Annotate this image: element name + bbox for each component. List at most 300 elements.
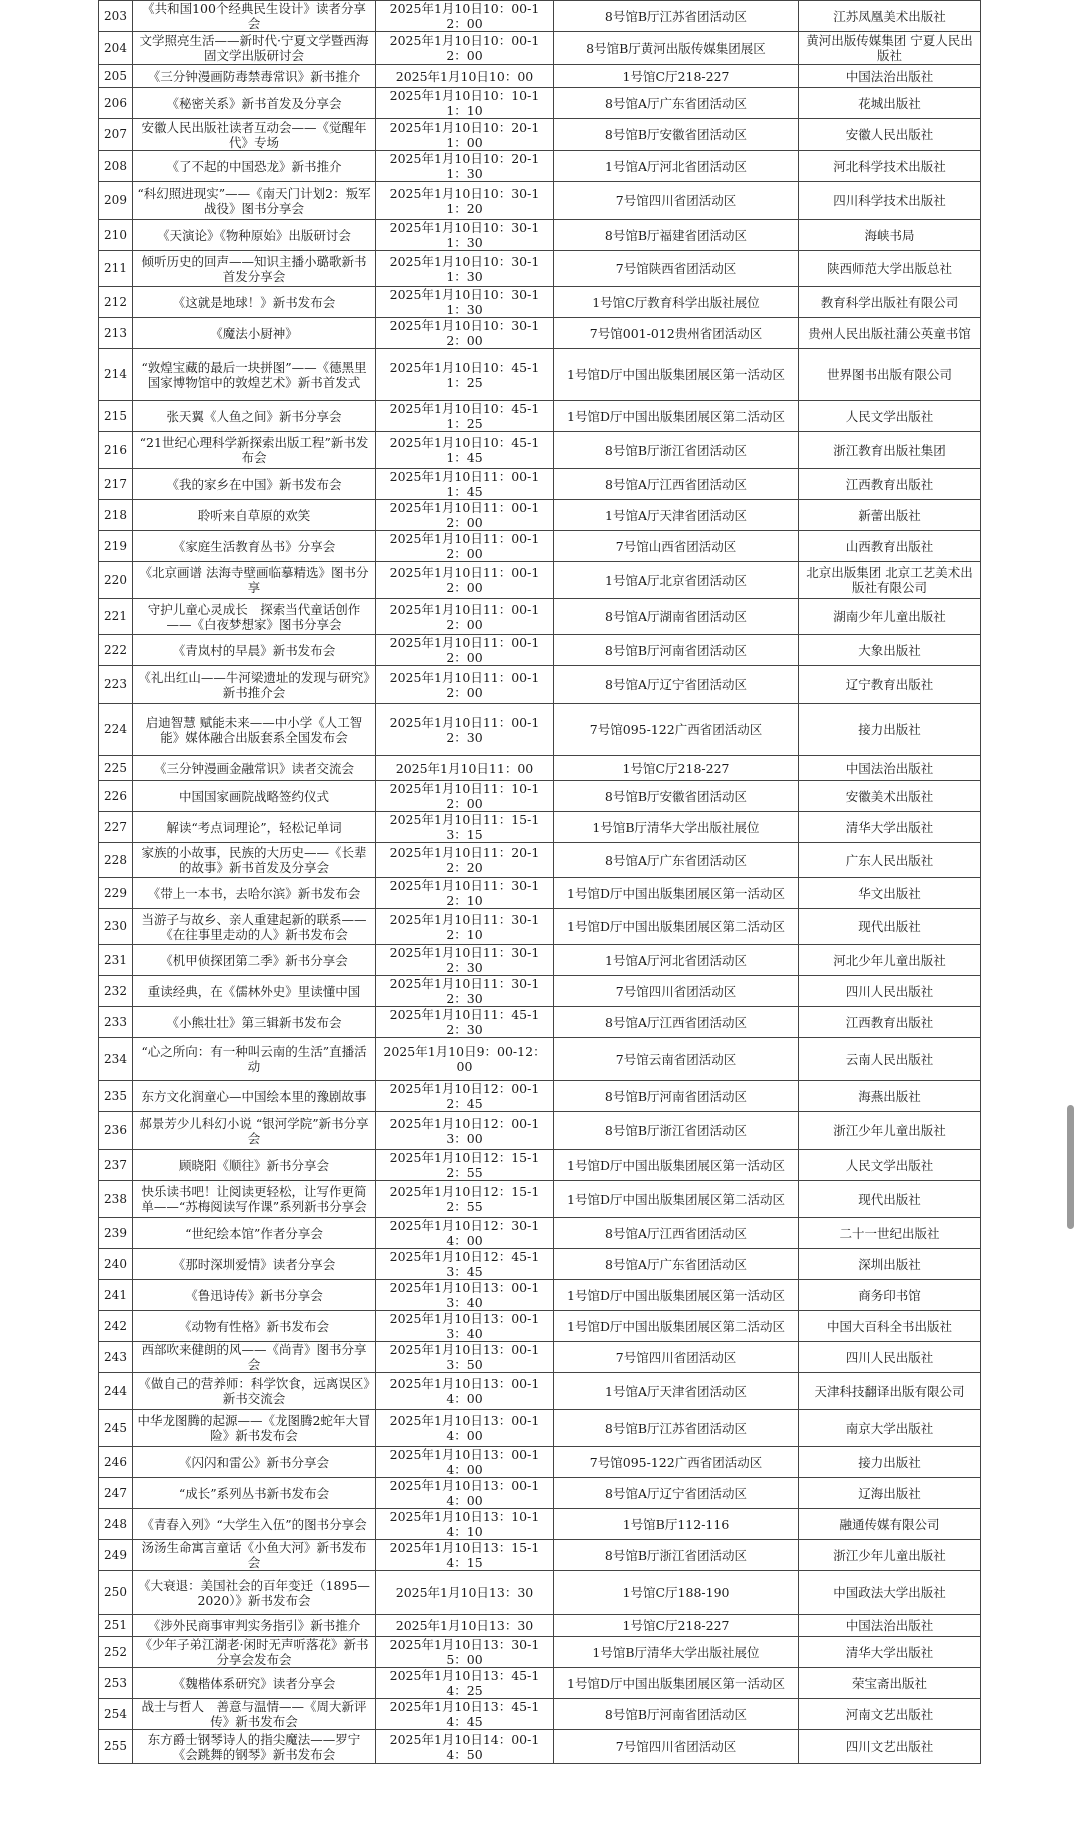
event-location-cell: 7号馆001-012贵州省团活动区 xyxy=(554,318,799,349)
event-location-cell: 1号馆A厅天津省团活动区 xyxy=(554,500,799,531)
event-time-cell: 2025年1月10日10：30-11：30 xyxy=(376,220,554,251)
publisher-cell: 清华大学出版社 xyxy=(799,1637,981,1668)
row-number-cell: 251 xyxy=(99,1615,133,1637)
event-time-cell: 2025年1月10日10：45-11：25 xyxy=(376,349,554,401)
table-row xyxy=(99,88,981,119)
event-location-cell: 8号馆B厅安徽省团活动区 xyxy=(554,119,799,151)
row-number-cell: 250 xyxy=(99,1571,133,1615)
event-time-cell: 2025年1月10日13：00-14：00 xyxy=(376,1373,554,1410)
event-name-cell: 《少年子弟江湖老·闲时无声听落花》新书分享会发布会 xyxy=(133,1637,376,1668)
row-number-cell: 213 xyxy=(99,318,133,349)
publisher-cell: 陕西师范大学出版总社 xyxy=(799,251,981,287)
row-number-cell: 223 xyxy=(99,666,133,704)
publisher-cell: 北京出版集团 北京工艺美术出版社有限公司 xyxy=(799,562,981,599)
row-number-cell: 248 xyxy=(99,1509,133,1540)
publisher-cell: 中国法治出版社 xyxy=(799,1615,981,1637)
publisher-cell: 海峡书局 xyxy=(799,220,981,251)
event-location-cell: 8号馆B厅浙江省团活动区 xyxy=(554,1112,799,1150)
publisher-cell: 商务印书馆 xyxy=(799,1280,981,1311)
event-time-cell: 2025年1月10日11：15-13：15 xyxy=(376,812,554,843)
publisher-cell: 湖南少年儿童出版社 xyxy=(799,599,981,635)
event-time-cell: 2025年1月10日13：00-14：00 xyxy=(376,1410,554,1447)
event-location-cell: 8号馆A厅广东省团活动区 xyxy=(554,1249,799,1280)
event-time-cell: 2025年1月10日10：00-12：00 xyxy=(376,32,554,65)
row-number-cell: 228 xyxy=(99,843,133,878)
table-row xyxy=(99,1150,981,1181)
event-time-cell: 2025年1月10日10：30-12：00 xyxy=(376,318,554,349)
event-name-cell: 文学照亮生活——新时代·宁夏文学暨西海固文学出版研讨会 xyxy=(133,32,376,65)
table-row xyxy=(99,909,981,945)
table-row xyxy=(99,635,981,666)
event-location-cell: 7号馆四川省团活动区 xyxy=(554,1730,799,1764)
event-name-cell: 倾听历史的回声——知识主播小璐歌新书首发分享会 xyxy=(133,251,376,287)
event-location-cell: 1号馆D厅中国出版集团展区第二活动区 xyxy=(554,1311,799,1342)
event-location-cell: 8号馆A厅江西省团活动区 xyxy=(554,1218,799,1249)
table-row xyxy=(99,1,981,32)
event-location-cell: 1号馆B厅清华大学出版社展位 xyxy=(554,1637,799,1668)
event-time-cell: 2025年1月10日13：45-14：45 xyxy=(376,1699,554,1730)
event-location-cell: 1号馆A厅天津省团活动区 xyxy=(554,1373,799,1410)
event-location-cell: 8号馆B厅福建省团活动区 xyxy=(554,220,799,251)
event-name-cell: 汤汤生命寓言童话《小鱼大河》新书发布会 xyxy=(133,1540,376,1571)
publisher-cell: 黄河出版传媒集团 宁夏人民出版社 xyxy=(799,32,981,65)
publisher-cell: 花城出版社 xyxy=(799,88,981,119)
row-number-cell: 209 xyxy=(99,182,133,220)
event-time-cell: 2025年1月10日10：20-11：00 xyxy=(376,119,554,151)
event-name-cell: 守护儿童心灵成长 探索当代童话创作——《白夜梦想家》图书分享会 xyxy=(133,599,376,635)
event-location-cell: 1号馆C厅218-227 xyxy=(554,756,799,781)
event-name-cell: 《机甲侦探团第二季》新书分享会 xyxy=(133,945,376,976)
event-time-cell: 2025年1月10日10：10-11：10 xyxy=(376,88,554,119)
table-row xyxy=(99,251,981,287)
event-location-cell: 1号馆D厅中国出版集团展区第二活动区 xyxy=(554,401,799,432)
publisher-cell: 江西教育出版社 xyxy=(799,1007,981,1038)
event-name-cell: “21世纪心理科学新探索出版工程”新书发布会 xyxy=(133,432,376,469)
event-name-cell: 解读“考点词理论”，轻松记单词 xyxy=(133,812,376,843)
table-row xyxy=(99,1699,981,1730)
event-time-cell: 2025年1月10日13：45-14：25 xyxy=(376,1668,554,1699)
event-time-cell: 2025年1月10日11：00 xyxy=(376,756,554,781)
publisher-cell: 荣宝斋出版社 xyxy=(799,1668,981,1699)
table-row xyxy=(99,1478,981,1509)
event-name-cell: 《我的家乡在中国》新书发布会 xyxy=(133,469,376,500)
table-row xyxy=(99,432,981,469)
event-name-cell: 郝景芳少儿科幻小说 “银河学院”新书分享会 xyxy=(133,1112,376,1150)
event-location-cell: 8号馆B厅江苏省团活动区 xyxy=(554,1,799,32)
row-number-cell: 245 xyxy=(99,1410,133,1447)
event-time-cell: 2025年1月10日14：00-14：50 xyxy=(376,1730,554,1764)
event-name-cell: 《青岚村的早晨》新书发布会 xyxy=(133,635,376,666)
event-time-cell: 2025年1月10日12：00-13：00 xyxy=(376,1112,554,1150)
event-location-cell: 8号馆B厅江苏省团活动区 xyxy=(554,1410,799,1447)
publisher-cell: 安徽美术出版社 xyxy=(799,781,981,812)
event-time-cell: 2025年1月10日10：20-11：30 xyxy=(376,151,554,182)
event-name-cell: 当游子与故乡、亲人重建起新的联系——《在往事里走动的人》新书发布会 xyxy=(133,909,376,945)
row-number-cell: 221 xyxy=(99,599,133,635)
row-number-cell: 212 xyxy=(99,287,133,318)
event-location-cell: 8号馆A厅江西省团活动区 xyxy=(554,1007,799,1038)
event-location-cell: 1号馆C厅218-227 xyxy=(554,1615,799,1637)
event-name-cell: “敦煌宝藏的最后一块拼图”——《德黑里国家博物馆中的敦煌艺术》新书首发式 xyxy=(133,349,376,401)
event-time-cell: 2025年1月10日13：00-13：40 xyxy=(376,1280,554,1311)
table-row xyxy=(99,704,981,756)
event-location-cell: 1号馆C厅教育科学出版社展位 xyxy=(554,287,799,318)
row-number-cell: 205 xyxy=(99,65,133,88)
event-name-cell: “科幻照进现实”——《南天门计划2：叛军战役》图书分享会 xyxy=(133,182,376,220)
event-location-cell: 8号馆A厅湖南省团活动区 xyxy=(554,599,799,635)
table-row xyxy=(99,1249,981,1280)
event-name-cell: 中华龙图腾的起源——《龙图腾2蛇年大冒险》新书发布会 xyxy=(133,1410,376,1447)
table-row xyxy=(99,1730,981,1764)
table-row xyxy=(99,1038,981,1081)
event-name-cell: 家族的小故事，民族的大历史——《长辈的故事》新书首发及分享会 xyxy=(133,843,376,878)
event-location-cell: 1号馆B厅清华大学出版社展位 xyxy=(554,812,799,843)
event-name-cell: 中国国家画院战略签约仪式 xyxy=(133,781,376,812)
event-time-cell: 2025年1月10日11：00-12：30 xyxy=(376,704,554,756)
event-time-cell: 2025年1月10日11：00-12：00 xyxy=(376,531,554,562)
table-row xyxy=(99,1218,981,1249)
row-number-cell: 226 xyxy=(99,781,133,812)
table-row xyxy=(99,976,981,1007)
row-number-cell: 239 xyxy=(99,1218,133,1249)
event-name-cell: 《青春入列》“大学生入伍”的图书分享会 xyxy=(133,1509,376,1540)
event-time-cell: 2025年1月10日11：00-12：00 xyxy=(376,500,554,531)
publisher-cell: 华文出版社 xyxy=(799,878,981,909)
table-row xyxy=(99,469,981,500)
event-location-cell: 8号馆B厅河南省团活动区 xyxy=(554,1699,799,1730)
table-row xyxy=(99,65,981,88)
event-location-cell: 8号馆A厅广东省团活动区 xyxy=(554,88,799,119)
event-name-cell: 《魔法小厨神》 xyxy=(133,318,376,349)
event-name-cell: 《涉外民商事审判实务指引》新书推介 xyxy=(133,1615,376,1637)
event-time-cell: 2025年1月10日12：15-12：55 xyxy=(376,1181,554,1218)
event-name-cell: 《秘密关系》新书首发及分享会 xyxy=(133,88,376,119)
event-time-cell: 2025年1月10日10：30-11：30 xyxy=(376,287,554,318)
table-row xyxy=(99,119,981,151)
event-location-cell: 8号馆A厅辽宁省团活动区 xyxy=(554,666,799,704)
publisher-cell: 四川人民出版社 xyxy=(799,976,981,1007)
publisher-cell: 云南人民出版社 xyxy=(799,1038,981,1081)
event-time-cell: 2025年1月10日11：00-11：45 xyxy=(376,469,554,500)
publisher-cell: 安徽人民出版社 xyxy=(799,119,981,151)
table-row xyxy=(99,1112,981,1150)
publisher-cell: 中国法治出版社 xyxy=(799,65,981,88)
event-location-cell: 1号馆A厅北京省团活动区 xyxy=(554,562,799,599)
event-time-cell: 2025年1月10日11：30-12：30 xyxy=(376,945,554,976)
table-row xyxy=(99,531,981,562)
event-name-cell: 安徽人民出版社读者互动会——《觉醒年代》专场 xyxy=(133,119,376,151)
row-number-cell: 255 xyxy=(99,1730,133,1764)
row-number-cell: 244 xyxy=(99,1373,133,1410)
row-number-cell: 217 xyxy=(99,469,133,500)
event-location-cell: 1号馆C厅218-227 xyxy=(554,65,799,88)
table-row xyxy=(99,562,981,599)
event-time-cell: 2025年1月10日13：30-15：00 xyxy=(376,1637,554,1668)
event-location-cell: 7号馆四川省团活动区 xyxy=(554,1342,799,1373)
event-time-cell: 2025年1月10日13：00-14：00 xyxy=(376,1478,554,1509)
event-location-cell: 8号馆B厅河南省团活动区 xyxy=(554,1081,799,1112)
event-time-cell: 2025年1月10日10：00 xyxy=(376,65,554,88)
publisher-cell: 河南文艺出版社 xyxy=(799,1699,981,1730)
table-row xyxy=(99,1615,981,1637)
publisher-cell: 中国大百科全书出版社 xyxy=(799,1311,981,1342)
event-location-cell: 1号馆B厅112-116 xyxy=(554,1509,799,1540)
row-number-cell: 208 xyxy=(99,151,133,182)
event-location-cell: 8号馆B厅黄河出版传媒集团展区 xyxy=(554,32,799,65)
table-row xyxy=(99,1637,981,1668)
row-number-cell: 254 xyxy=(99,1699,133,1730)
publisher-cell: 浙江少年儿童出版社 xyxy=(799,1112,981,1150)
row-number-cell: 247 xyxy=(99,1478,133,1509)
publisher-cell: 现代出版社 xyxy=(799,909,981,945)
table-row xyxy=(99,1540,981,1571)
event-name-cell: 《天演论》《物种原始》出版研讨会 xyxy=(133,220,376,251)
row-number-cell: 204 xyxy=(99,32,133,65)
event-time-cell: 2025年1月10日12：15-12：55 xyxy=(376,1150,554,1181)
row-number-cell: 216 xyxy=(99,432,133,469)
row-number-cell: 240 xyxy=(99,1249,133,1280)
event-time-cell: 2025年1月10日10：30-11：30 xyxy=(376,251,554,287)
event-name-cell: 《北京画谱 法海寺壁画临摹精选》图书分享 xyxy=(133,562,376,599)
table-row xyxy=(99,1081,981,1112)
table-row xyxy=(99,220,981,251)
table-row xyxy=(99,878,981,909)
event-time-cell: 2025年1月10日13：00-14：00 xyxy=(376,1447,554,1478)
event-location-cell: 1号馆D厅中国出版集团展区第二活动区 xyxy=(554,909,799,945)
publisher-cell: 接力出版社 xyxy=(799,704,981,756)
event-name-cell: 《做自己的营养师：科学饮食，远离误区》新书交流会 xyxy=(133,1373,376,1410)
publisher-cell: 中国法治出版社 xyxy=(799,756,981,781)
row-number-cell: 219 xyxy=(99,531,133,562)
event-name-cell: 《闪闪和雷公》新书分享会 xyxy=(133,1447,376,1478)
table-row xyxy=(99,318,981,349)
table-row xyxy=(99,349,981,401)
row-number-cell: 233 xyxy=(99,1007,133,1038)
scrollbar-thumb[interactable] xyxy=(1067,1105,1074,1229)
event-time-cell: 2025年1月10日11：00-12：00 xyxy=(376,635,554,666)
table-row xyxy=(99,1181,981,1218)
event-name-cell: 《家庭生活教育丛书》分享会 xyxy=(133,531,376,562)
publisher-cell: 天津科技翻译出版有限公司 xyxy=(799,1373,981,1410)
event-time-cell: 2025年1月10日10：45-11：45 xyxy=(376,432,554,469)
event-time-cell: 2025年1月10日11：45-12：30 xyxy=(376,1007,554,1038)
row-number-cell: 230 xyxy=(99,909,133,945)
event-location-cell: 7号馆095-122广西省团活动区 xyxy=(554,1447,799,1478)
event-name-cell: 《动物有性格》新书发布会 xyxy=(133,1311,376,1342)
publisher-cell: 江西教育出版社 xyxy=(799,469,981,500)
table-row xyxy=(99,1509,981,1540)
table-row xyxy=(99,945,981,976)
event-time-cell: 2025年1月10日11：00-12：00 xyxy=(376,599,554,635)
event-location-cell: 1号馆A厅河北省团活动区 xyxy=(554,945,799,976)
publisher-cell: 四川人民出版社 xyxy=(799,1342,981,1373)
row-number-cell: 241 xyxy=(99,1280,133,1311)
event-location-cell: 7号馆095-122广西省团活动区 xyxy=(554,704,799,756)
event-time-cell: 2025年1月10日11：10-12：00 xyxy=(376,781,554,812)
row-number-cell: 203 xyxy=(99,1,133,32)
event-time-cell: 2025年1月10日12：30-14：00 xyxy=(376,1218,554,1249)
event-time-cell: 2025年1月10日11：20-12：20 xyxy=(376,843,554,878)
event-name-cell: “世纪绘本馆”作者分享会 xyxy=(133,1218,376,1249)
row-number-cell: 206 xyxy=(99,88,133,119)
table-row xyxy=(99,500,981,531)
event-name-cell: 《三分钟漫画防毒禁毒常识》新书推介 xyxy=(133,65,376,88)
row-number-cell: 234 xyxy=(99,1038,133,1081)
publisher-cell: 二十一世纪出版社 xyxy=(799,1218,981,1249)
event-name-cell: 《鲁迅诗传》新书分享会 xyxy=(133,1280,376,1311)
event-location-cell: 7号馆云南省团活动区 xyxy=(554,1038,799,1081)
table-row xyxy=(99,182,981,220)
table-row xyxy=(99,666,981,704)
row-number-cell: 225 xyxy=(99,756,133,781)
row-number-cell: 227 xyxy=(99,812,133,843)
event-location-cell: 8号馆B厅河南省团活动区 xyxy=(554,635,799,666)
event-location-cell: 1号馆A厅河北省团活动区 xyxy=(554,151,799,182)
event-name-cell: 西部吹来健朗的风——《尚青》图书分享会 xyxy=(133,1342,376,1373)
event-name-cell: “心之所向：有一种叫云南的生活”直播活动 xyxy=(133,1038,376,1081)
event-location-cell: 1号馆D厅中国出版集团展区第二活动区 xyxy=(554,1181,799,1218)
row-number-cell: 243 xyxy=(99,1342,133,1373)
event-time-cell: 2025年1月10日13：30 xyxy=(376,1571,554,1615)
row-number-cell: 246 xyxy=(99,1447,133,1478)
event-name-cell: 《带上一本书，去哈尔滨》新书发布会 xyxy=(133,878,376,909)
table-row xyxy=(99,812,981,843)
row-number-cell: 220 xyxy=(99,562,133,599)
event-location-cell: 1号馆D厅中国出版集团展区第一活动区 xyxy=(554,1280,799,1311)
publisher-cell: 人民文学出版社 xyxy=(799,401,981,432)
publisher-cell: 广东人民出版社 xyxy=(799,843,981,878)
event-location-cell: 8号馆A厅辽宁省团活动区 xyxy=(554,1478,799,1509)
row-number-cell: 235 xyxy=(99,1081,133,1112)
event-time-cell: 2025年1月10日13：00-13：50 xyxy=(376,1342,554,1373)
event-time-cell: 2025年1月10日10：45-11：25 xyxy=(376,401,554,432)
table-row xyxy=(99,1342,981,1373)
table-row xyxy=(99,1410,981,1447)
event-location-cell: 1号馆D厅中国出版集团展区第一活动区 xyxy=(554,1668,799,1699)
event-name-cell: 重读经典，在《儒林外史》里读懂中国 xyxy=(133,976,376,1007)
publisher-cell: 世界图书出版有限公司 xyxy=(799,349,981,401)
publisher-cell: 大象出版社 xyxy=(799,635,981,666)
table-row xyxy=(99,401,981,432)
publisher-cell: 新蕾出版社 xyxy=(799,500,981,531)
table-row xyxy=(99,1007,981,1038)
table-row xyxy=(99,756,981,781)
table-row xyxy=(99,1280,981,1311)
publisher-cell: 贵州人民出版社蒲公英童书馆 xyxy=(799,318,981,349)
publisher-cell: 浙江教育出版社集团 xyxy=(799,432,981,469)
event-time-cell: 2025年1月10日11：30-12：30 xyxy=(376,976,554,1007)
row-number-cell: 236 xyxy=(99,1112,133,1150)
event-name-cell: 东方文化润童心—中国绘本里的豫剧故事 xyxy=(133,1081,376,1112)
event-name-cell: 《共和国100个经典民生设计》读者分享会 xyxy=(133,1,376,32)
event-name-cell: 战士与哲人 善意与温情——《周大新评传》新书发布会 xyxy=(133,1699,376,1730)
event-time-cell: 2025年1月10日12：45-13：45 xyxy=(376,1249,554,1280)
row-number-cell: 224 xyxy=(99,704,133,756)
table-row xyxy=(99,151,981,182)
event-location-cell: 8号馆B厅浙江省团活动区 xyxy=(554,432,799,469)
row-number-cell: 222 xyxy=(99,635,133,666)
event-time-cell: 2025年1月10日9：00-12：00 xyxy=(376,1038,554,1081)
publisher-cell: 人民文学出版社 xyxy=(799,1150,981,1181)
publisher-cell: 融通传媒有限公司 xyxy=(799,1509,981,1540)
table-row xyxy=(99,599,981,635)
row-number-cell: 211 xyxy=(99,251,133,287)
table-row xyxy=(99,1668,981,1699)
event-time-cell: 2025年1月10日12：00-12：45 xyxy=(376,1081,554,1112)
publisher-cell: 深圳出版社 xyxy=(799,1249,981,1280)
event-location-cell: 1号馆C厅188-190 xyxy=(554,1571,799,1615)
table-row xyxy=(99,1447,981,1478)
publisher-cell: 现代出版社 xyxy=(799,1181,981,1218)
row-number-cell: 238 xyxy=(99,1181,133,1218)
event-location-cell: 7号馆山西省团活动区 xyxy=(554,531,799,562)
table-row xyxy=(99,1373,981,1410)
event-time-cell: 2025年1月10日13：15-14：15 xyxy=(376,1540,554,1571)
event-name-cell: 张天翼《人鱼之间》新书分享会 xyxy=(133,401,376,432)
event-location-cell: 7号馆陕西省团活动区 xyxy=(554,251,799,287)
publisher-cell: 河北科学技术出版社 xyxy=(799,151,981,182)
row-number-cell: 215 xyxy=(99,401,133,432)
table-row xyxy=(99,781,981,812)
event-name-cell: 《礼出红山——牛河梁遗址的发现与研究》新书推介会 xyxy=(133,666,376,704)
table-row xyxy=(99,843,981,878)
event-schedule-table xyxy=(98,0,981,1764)
event-name-cell: 启迪智慧 赋能未来——中小学《人工智能》媒体融合出版套系全国发布会 xyxy=(133,704,376,756)
publisher-cell: 四川科学技术出版社 xyxy=(799,182,981,220)
event-location-cell: 8号馆B厅安徽省团活动区 xyxy=(554,781,799,812)
publisher-cell: 清华大学出版社 xyxy=(799,812,981,843)
event-time-cell: 2025年1月10日11：00-12：00 xyxy=(376,562,554,599)
event-location-cell: 8号馆A厅江西省团活动区 xyxy=(554,469,799,500)
row-number-cell: 229 xyxy=(99,878,133,909)
table-row xyxy=(99,32,981,65)
row-number-cell: 242 xyxy=(99,1311,133,1342)
event-name-cell: 《那时深圳爱情》读者分享会 xyxy=(133,1249,376,1280)
event-location-cell: 8号馆A厅广东省团活动区 xyxy=(554,843,799,878)
event-name-cell: 《大衰退：美国社会的百年变迁（1895—2020）》新书发布会 xyxy=(133,1571,376,1615)
row-number-cell: 252 xyxy=(99,1637,133,1668)
event-time-cell: 2025年1月10日13：00-13：40 xyxy=(376,1311,554,1342)
event-name-cell: 聆听来自草原的欢笑 xyxy=(133,500,376,531)
event-name-cell: 《三分钟漫画金融常识》读者交流会 xyxy=(133,756,376,781)
row-number-cell: 231 xyxy=(99,945,133,976)
event-time-cell: 2025年1月10日11：30-12：10 xyxy=(376,878,554,909)
event-name-cell: 快乐读书吧！让阅读更轻松，让写作更简单——“苏梅阅读写作课”系列新书分享会 xyxy=(133,1181,376,1218)
event-time-cell: 2025年1月10日10：00-12：00 xyxy=(376,1,554,32)
row-number-cell: 214 xyxy=(99,349,133,401)
event-name-cell: 《小熊壮壮》第三辑新书发布会 xyxy=(133,1007,376,1038)
event-name-cell: 顾晓阳《顺往》新书分享会 xyxy=(133,1150,376,1181)
event-time-cell: 2025年1月10日13：30 xyxy=(376,1615,554,1637)
event-name-cell: 东方爵士钢琴诗人的指尖魔法——罗宁《会跳舞的钢琴》新书发布会 xyxy=(133,1730,376,1764)
table-row xyxy=(99,287,981,318)
publisher-cell: 接力出版社 xyxy=(799,1447,981,1478)
row-number-cell: 232 xyxy=(99,976,133,1007)
event-time-cell: 2025年1月10日13：10-14：10 xyxy=(376,1509,554,1540)
event-location-cell: 1号馆D厅中国出版集团展区第一活动区 xyxy=(554,878,799,909)
event-name-cell: 《这就是地球！》新书发布会 xyxy=(133,287,376,318)
schedule-rows xyxy=(99,1,981,1764)
publisher-cell: 辽宁教育出版社 xyxy=(799,666,981,704)
publisher-cell: 河北少年儿童出版社 xyxy=(799,945,981,976)
event-name-cell: 《了不起的中国恐龙》新书推介 xyxy=(133,151,376,182)
event-location-cell: 1号馆D厅中国出版集团展区第一活动区 xyxy=(554,1150,799,1181)
table-row xyxy=(99,1571,981,1615)
publisher-cell: 教育科学出版社有限公司 xyxy=(799,287,981,318)
event-name-cell: “成长”系列丛书新书发布会 xyxy=(133,1478,376,1509)
publisher-cell: 南京大学出版社 xyxy=(799,1410,981,1447)
publisher-cell: 江苏凤凰美术出版社 xyxy=(799,1,981,32)
